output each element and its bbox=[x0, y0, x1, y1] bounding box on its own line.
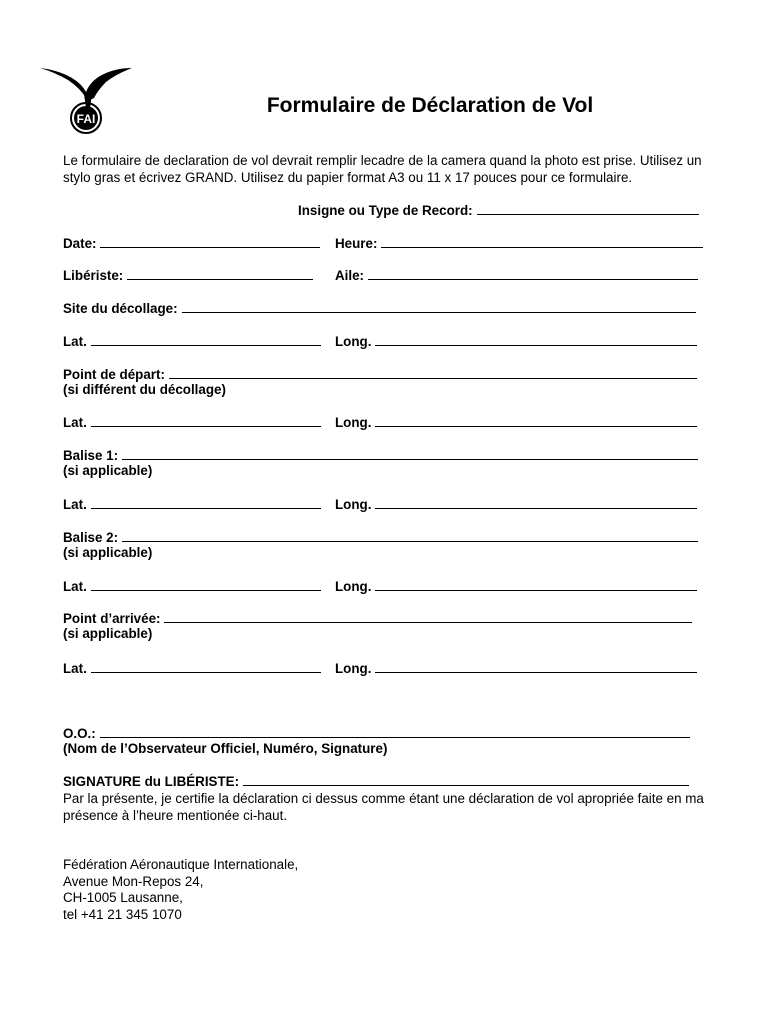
site-field[interactable] bbox=[182, 301, 696, 313]
aile-field[interactable] bbox=[368, 268, 698, 280]
heure-row bbox=[335, 236, 703, 251]
arrivee-row bbox=[63, 611, 692, 641]
depart-row bbox=[63, 367, 697, 397]
lat-label: Lat. bbox=[63, 415, 87, 430]
arrivee-label: Point d’arrivée: bbox=[63, 611, 161, 626]
long-label: Long. bbox=[335, 415, 372, 430]
long-label: Long. bbox=[335, 661, 372, 676]
depart-field[interactable] bbox=[169, 367, 697, 379]
record-label: Insigne ou Type de Record: bbox=[298, 203, 473, 218]
address-line-3: CH-1005 Lausanne, bbox=[63, 890, 183, 905]
depart-label: Point de départ: bbox=[63, 367, 165, 382]
long-row-4 bbox=[335, 579, 697, 594]
certify-text: Par la présente, je certifie la déclaration ci dessus comme étant une déclaration de vol apropriée faite en ma présence à l’heure mentionée ci-haut. bbox=[63, 791, 704, 823]
balise1-note: (si applicable) bbox=[63, 463, 153, 478]
lat-label: Lat. bbox=[63, 334, 87, 349]
lat-row-3 bbox=[63, 497, 321, 512]
record-row bbox=[298, 203, 699, 218]
signature-label: SIGNATURE du LIBÉRISTE: bbox=[63, 774, 240, 789]
lat-row-4 bbox=[63, 579, 321, 594]
oo-note: (Nom de l’Observateur Officiel, Numéro, Signature) bbox=[63, 741, 388, 756]
oo-label: O.O.: bbox=[63, 726, 96, 741]
signature-field[interactable] bbox=[243, 774, 689, 786]
lat-label: Lat. bbox=[63, 661, 87, 676]
long-field-5[interactable] bbox=[375, 661, 697, 673]
long-row-2 bbox=[335, 415, 697, 430]
long-label: Long. bbox=[335, 579, 372, 594]
address-line-1: Fédération Aéronautique Internationale, bbox=[63, 857, 299, 872]
balise2-row bbox=[63, 530, 698, 560]
address-block bbox=[63, 857, 298, 923]
aile-label: Aile: bbox=[335, 268, 365, 283]
lat-field-1[interactable] bbox=[91, 334, 321, 346]
signature-row bbox=[63, 774, 689, 789]
aile-row bbox=[335, 268, 698, 283]
lat-label: Lat. bbox=[63, 579, 87, 594]
lat-field-5[interactable] bbox=[91, 661, 321, 673]
heure-label: Heure: bbox=[335, 236, 378, 251]
long-field-1[interactable] bbox=[375, 334, 697, 346]
depart-note: (si différent du décollage) bbox=[63, 382, 226, 397]
balise2-field[interactable] bbox=[122, 530, 698, 542]
address-line-4: tel +41 21 345 1070 bbox=[63, 906, 182, 922]
balise1-row bbox=[63, 448, 698, 478]
oo-field[interactable] bbox=[100, 726, 690, 738]
intro-text: Le formulaire de declaration de vol devrait remplir lecadre de la camera quand la photo est prise. Utilisez un stylo gras et écrivez GRAND. Utilisez du papier format A3 ou 11 x 17 pouces pour ce formulaire. bbox=[63, 153, 702, 185]
arrivee-note: (si applicable) bbox=[63, 626, 153, 641]
lat-row-5 bbox=[63, 661, 321, 676]
site-row bbox=[63, 301, 696, 316]
long-field-2[interactable] bbox=[375, 415, 697, 427]
lat-row-2 bbox=[63, 415, 321, 430]
balise1-label: Balise 1: bbox=[63, 448, 119, 463]
oo-row bbox=[63, 726, 690, 756]
long-label: Long. bbox=[335, 334, 372, 349]
address-line-2: Avenue Mon-Repos 24, bbox=[63, 873, 204, 889]
balise2-note: (si applicable) bbox=[63, 545, 153, 560]
lat-label: Lat. bbox=[63, 497, 87, 512]
lat-field-3[interactable] bbox=[91, 497, 321, 509]
liberiste-label: Libériste: bbox=[63, 268, 124, 283]
date-label: Date: bbox=[63, 236, 97, 251]
balise2-label: Balise 2: bbox=[63, 530, 119, 545]
date-row bbox=[63, 236, 320, 251]
long-row-5 bbox=[335, 661, 697, 676]
liberiste-field[interactable] bbox=[127, 268, 313, 280]
long-label: Long. bbox=[335, 497, 372, 512]
long-field-3[interactable] bbox=[375, 497, 697, 509]
lat-field-4[interactable] bbox=[91, 579, 321, 591]
arrivee-field[interactable] bbox=[164, 611, 692, 623]
record-field[interactable] bbox=[477, 203, 699, 215]
date-field[interactable] bbox=[100, 236, 320, 248]
site-label: Site du décollage: bbox=[63, 301, 178, 316]
liberiste-row bbox=[63, 268, 313, 283]
balise1-field[interactable] bbox=[122, 448, 698, 460]
long-row-3 bbox=[335, 497, 697, 512]
page-title: Formulaire de Déclaration de Vol bbox=[266, 94, 594, 117]
logo-text: FAI bbox=[76, 112, 96, 126]
long-row-1 bbox=[335, 334, 697, 349]
long-field-4[interactable] bbox=[375, 579, 697, 591]
lat-field-2[interactable] bbox=[91, 415, 321, 427]
lat-row-1 bbox=[63, 334, 321, 349]
heure-field[interactable] bbox=[381, 236, 703, 248]
